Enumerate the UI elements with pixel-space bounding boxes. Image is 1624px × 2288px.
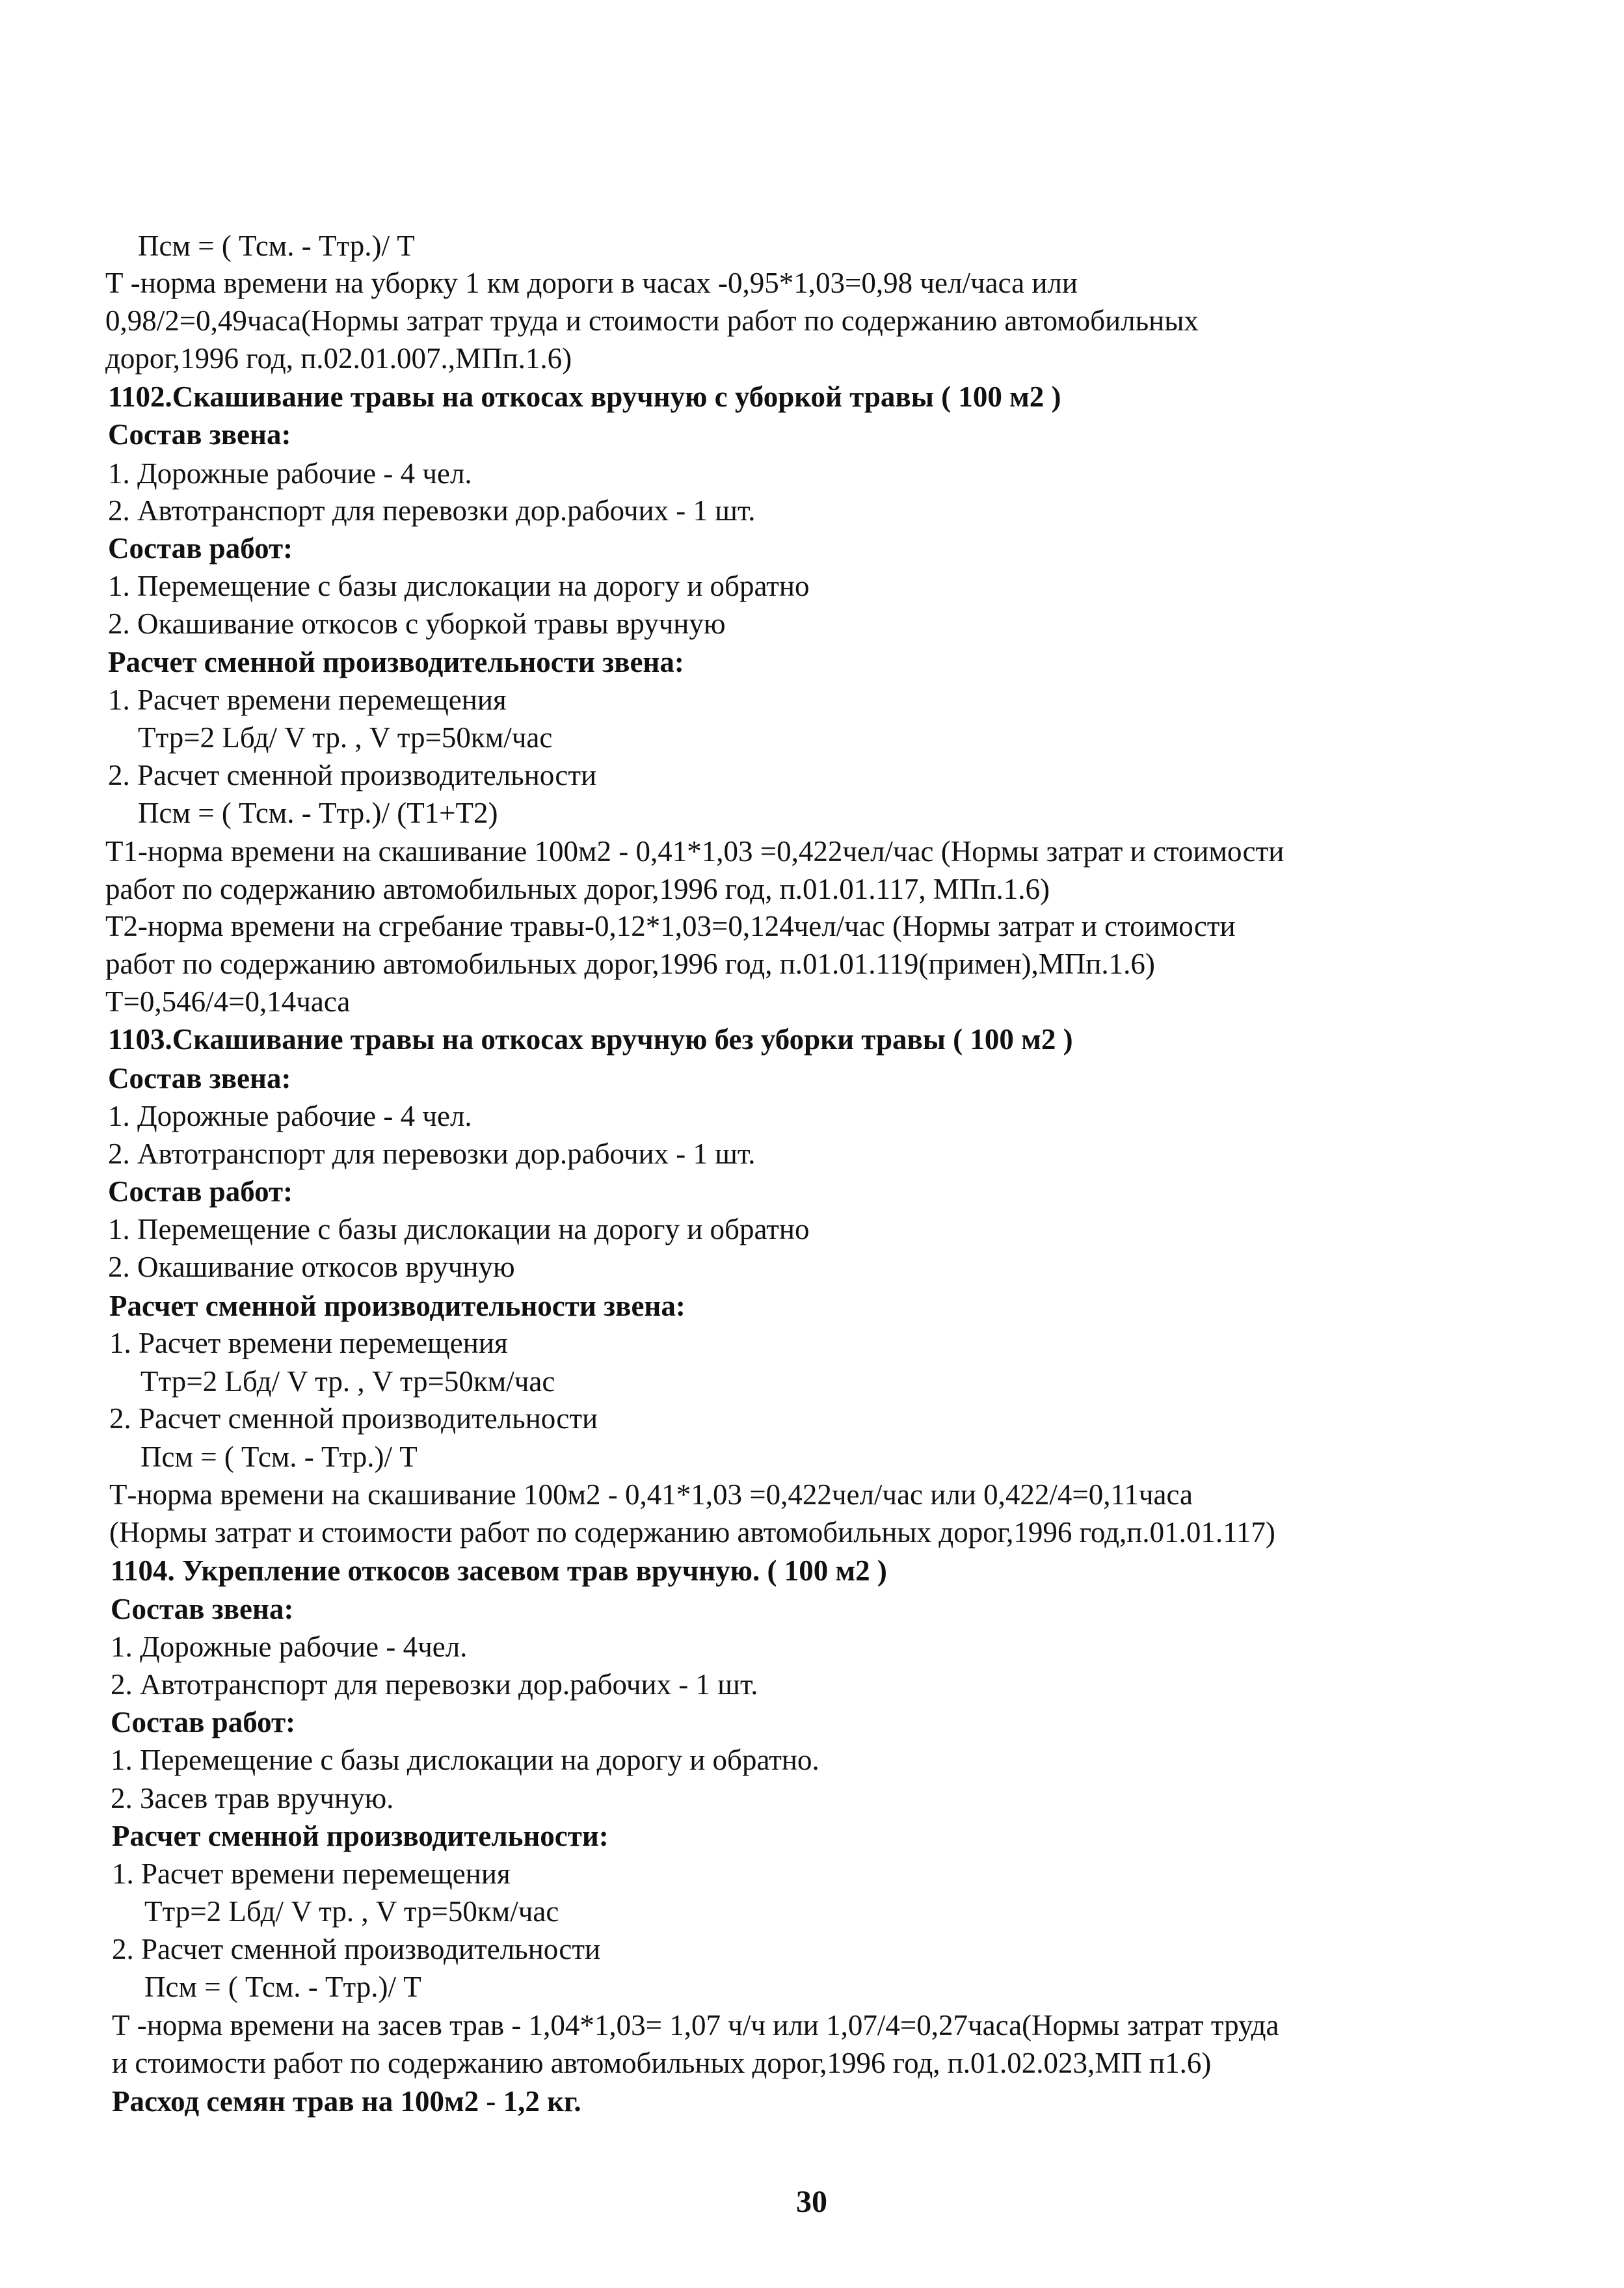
text-line: 0,98/2=0,49часа(Нормы затрат труда и стоимости работ по содержанию автомобильных [105,304,1199,337]
formula-line: Псм = ( Тсм. - Ттр.)/ Т [140,1441,418,1473]
subheading: Состав звена: [108,418,291,451]
list-item: 1. Перемещение с базы дислокации на дорогу и обратно. [111,1744,819,1776]
list-item: 2. Автотранспорт для перевозки дор.рабочих - 1 шт. [108,1137,756,1170]
subheading: Расчет сменной производительности: [112,1820,609,1852]
text-line: Т -норма времени на уборку 1 км дороги в часах -0,95*1,03=0,98 чел/часа или [105,267,1078,299]
list-item: 1. Дорожные рабочие - 4чел. [111,1630,468,1663]
subheading: Состав звена: [108,1062,291,1095]
text-line: работ по содержанию автомобильных дорог,1996 год, п.01.01.119(примен),МПп.1.6) [105,948,1155,980]
subheading: Состав работ: [108,1175,293,1208]
list-item: 2. Расчет сменной производительности [109,1402,598,1435]
section-heading: 1102.Скашивание травы на откосах вручную с уборкой травы ( 100 м2 ) [108,380,1061,413]
formula-line: Ттр=2 Lбд/ V тр. , V тр=50км/час [144,1895,559,1928]
formula-line: Ттр=2 Lбд/ V тр. , V тр=50км/час [138,721,553,754]
text-line: дорог,1996 год, п.02.01.007.,МПп.1.6) [105,342,572,375]
subheading: Состав работ: [111,1706,296,1738]
list-item: 1. Расчет времени перемещения [108,684,507,716]
subheading: Состав звена: [111,1593,294,1625]
list-item: 2. Засев трав вручную. [111,1782,394,1815]
section-heading: 1104. Укрепление откосов засевом трав вручную. ( 100 м2 ) [111,1554,887,1587]
page-number: 30 [796,2185,827,2219]
formula-line: Псм = ( Тсм. - Ттр.)/ Т [144,1971,421,2003]
list-item: 2. Расчет сменной производительности [112,1933,601,1965]
text-line: Псм = ( Тсм. - Ттр.)/ Т [138,230,415,262]
list-item: 2. Автотранспорт для перевозки дор.рабочих - 1 шт. [108,494,756,527]
text-line: (Нормы затрат и стоимости работ по содержанию автомобильных дорог,1996 год,п.01.01.117) [109,1516,1275,1549]
text-line: Т-норма времени на скашивание 100м2 - 0,41*1,03 =0,422чел/час или 0,422/4=0,11часа [109,1478,1193,1511]
list-item: 1. Расчет времени перемещения [112,1857,511,1890]
closing-bold-line: Расход семян трав на 100м2 - 1,2 кг. [112,2085,581,2118]
section-heading: 1103.Скашивание травы на откосах вручную без уборки травы ( 100 м2 ) [108,1023,1073,1056]
list-item: 1. Перемещение с базы дислокации на дорогу и обратно [108,570,810,602]
list-item: 1. Расчет времени перемещения [109,1327,508,1359]
list-item: 1. Перемещение с базы дислокации на дорогу и обратно [108,1213,810,1245]
text-line: Т -норма времени на засев трав - 1,04*1,03= 1,07 ч/ч или 1,07/4=0,27часа(Нормы затрат труда [112,2009,1279,2042]
formula-line: Псм = ( Тсм. - Ттр.)/ (Т1+Т2) [138,797,498,829]
text-line: Т=0,546/4=0,14часа [105,985,351,1018]
list-item: 1. Дорожные рабочие - 4 чел. [108,1100,472,1132]
text-line: и стоимости работ по содержанию автомобильных дорог,1996 год, п.01.02.023,МП п1.6) [112,2047,1212,2079]
subheading: Расчет сменной производительности звена: [109,1290,686,1322]
list-item: 1. Дорожные рабочие - 4 чел. [108,457,472,490]
list-item: 2. Автотранспорт для перевозки дор.рабочих - 1 шт. [111,1668,758,1701]
list-item: 2. Расчет сменной производительности [108,759,597,791]
formula-line: Ттр=2 Lбд/ V тр. , V тр=50км/час [140,1365,555,1398]
text-line: Т1-норма времени на скашивание 100м2 - 0,41*1,03 =0,422чел/час (Нормы затрат и стоимости [105,835,1285,868]
subheading: Состав работ: [108,532,293,565]
text-line: работ по содержанию автомобильных дорог,1996 год, п.01.01.117, МПп.1.6) [105,873,1050,905]
list-item: 2. Окашивание откосов вручную [108,1251,515,1283]
list-item: 2. Окашивание откосов с уборкой травы вручную [108,607,726,640]
subheading: Расчет сменной производительности звена: [108,646,684,678]
text-line: Т2-норма времени на сгребание травы-0,12*1,03=0,124чел/час (Нормы затрат и стоимости [105,910,1236,942]
